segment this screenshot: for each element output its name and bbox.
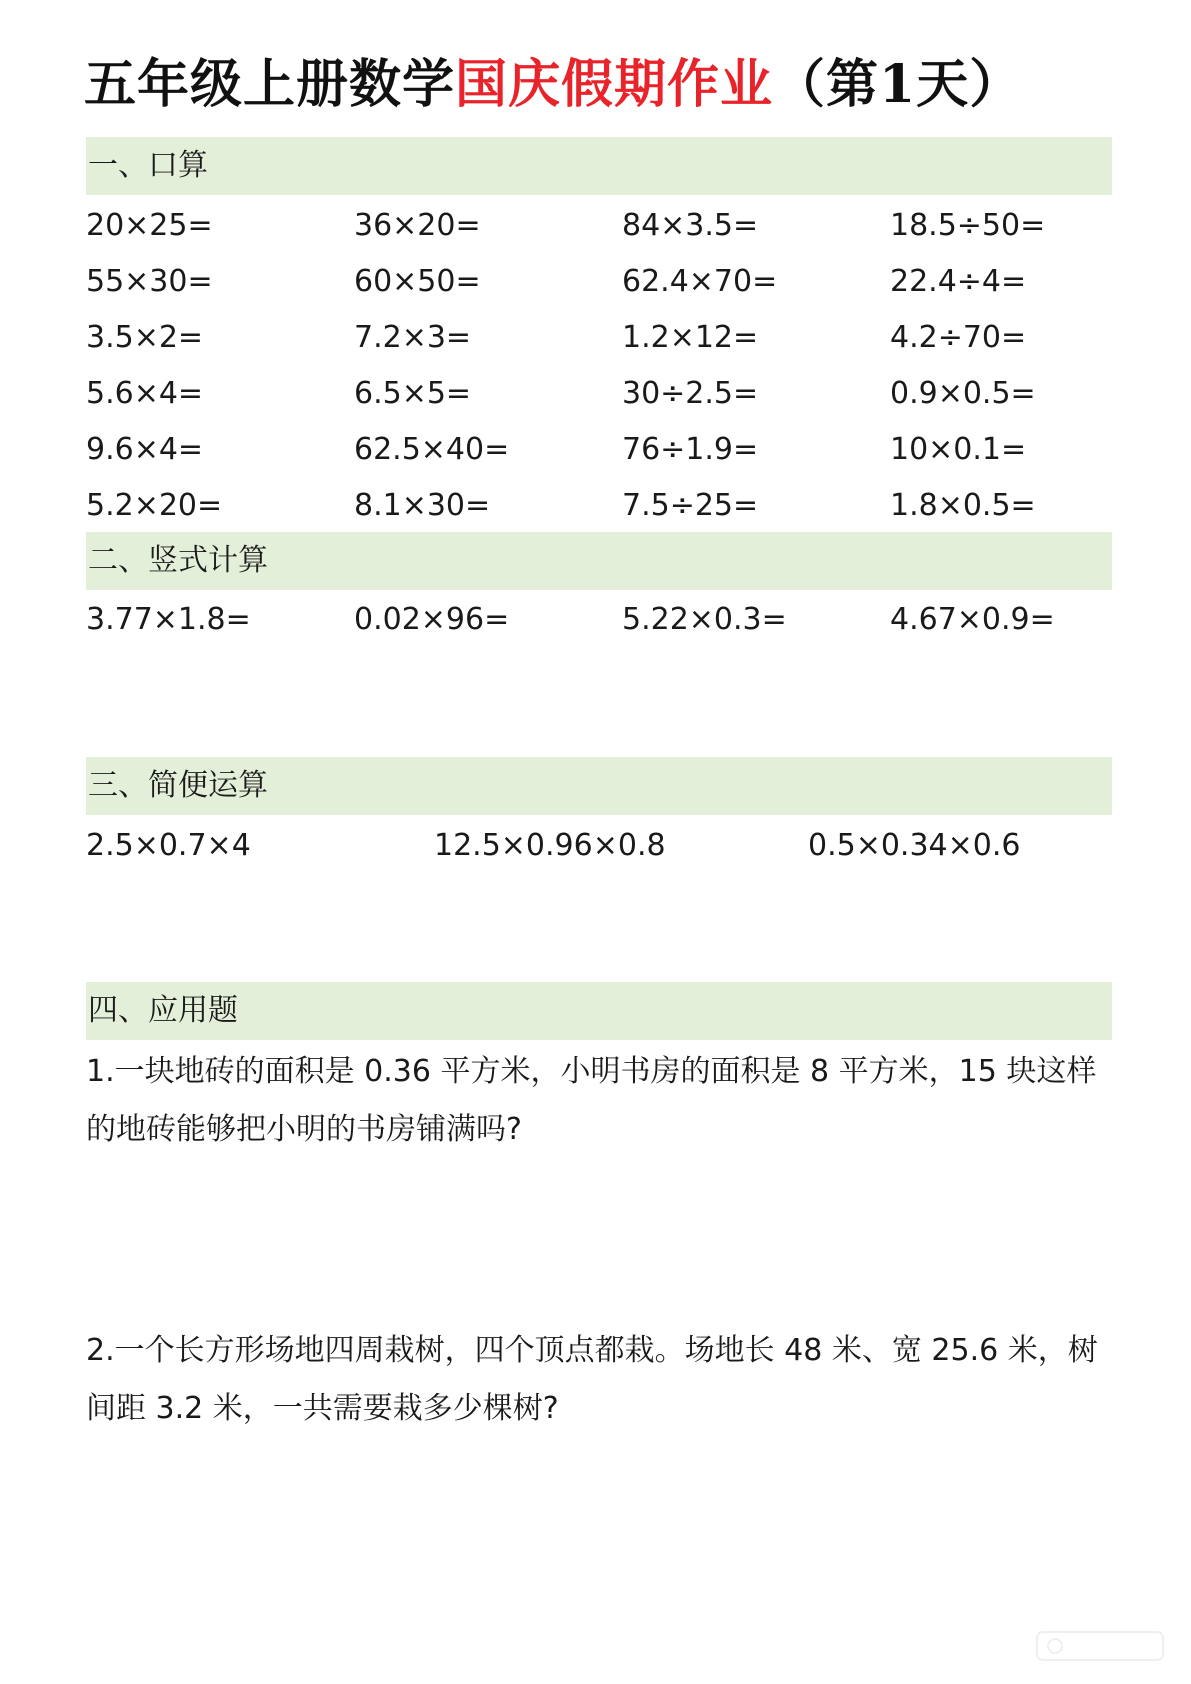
oral-item: 30÷2.5= <box>622 376 759 411</box>
oral-item: 84×3.5= <box>622 208 759 243</box>
oral-item: 4.2÷70= <box>890 320 1027 355</box>
oral-item: 10×0.1= <box>890 432 1027 467</box>
word-problem-2: 2.一个长方形场地四周栽树，四个顶点都栽。场地长 48 米、宽 25.6 米，树间距 3.2 米，一共需要栽多少棵树? <box>86 1333 1098 1426</box>
oral-item: 1.2×12= <box>622 320 759 355</box>
oral-item: 7.2×3= <box>354 320 472 355</box>
oral-item: 5.6×4= <box>86 376 204 411</box>
title-day: （第1天） <box>773 54 1023 115</box>
simplify-item: 2.5×0.7×4 <box>86 828 251 863</box>
watermark-logo-icon <box>1035 1626 1165 1666</box>
oral-item: 60×50= <box>354 264 481 299</box>
oral-item: 9.6×4= <box>86 432 204 467</box>
oral-item: 6.5×5= <box>354 376 472 411</box>
oral-item: 7.5÷25= <box>622 488 759 523</box>
oral-item: 36×20= <box>354 208 481 243</box>
section-title-oral: 一、口算 <box>88 148 208 183</box>
section-bar-word <box>86 982 1112 1040</box>
vertical-item: 0.02×96= <box>354 602 510 637</box>
simplify-item: 0.5×0.34×0.6 <box>808 828 1021 863</box>
oral-item: 3.5×2= <box>86 320 204 355</box>
oral-item: 0.9×0.5= <box>890 376 1036 411</box>
oral-item: 8.1×30= <box>354 488 491 523</box>
section-bar-oral <box>86 137 1112 195</box>
oral-item: 55×30= <box>86 264 213 299</box>
word-problem-1: 1.一块地砖的面积是 0.36 平方米，小明书房的面积是 8 平方米，15 块这样的地砖能够把小明的书房铺满吗? <box>86 1054 1097 1147</box>
page-title <box>84 40 1124 130</box>
section-title-simplify: 三、简便运算 <box>88 768 268 803</box>
oral-item: 18.5÷50= <box>890 208 1046 243</box>
simplify-item: 12.5×0.96×0.8 <box>434 828 666 863</box>
title-holiday-homework: 国庆假期作业 <box>455 54 774 115</box>
oral-item: 5.2×20= <box>86 488 223 523</box>
title-grade-subject: 五年级上册数学 <box>84 54 456 115</box>
oral-item: 1.8×0.5= <box>890 488 1036 523</box>
vertical-item: 4.67×0.9= <box>890 602 1055 637</box>
oral-item: 62.4×70= <box>622 264 778 299</box>
oral-item: 22.4÷4= <box>890 264 1027 299</box>
oral-item: 76÷1.9= <box>622 432 759 467</box>
oral-item: 20×25= <box>86 208 213 243</box>
vertical-item: 5.22×0.3= <box>622 602 787 637</box>
vertical-item: 3.77×1.8= <box>86 602 251 637</box>
section-title-vertical: 二、竖式计算 <box>88 543 268 578</box>
oral-item: 62.5×40= <box>354 432 510 467</box>
section-title-word: 四、应用题 <box>88 993 238 1028</box>
